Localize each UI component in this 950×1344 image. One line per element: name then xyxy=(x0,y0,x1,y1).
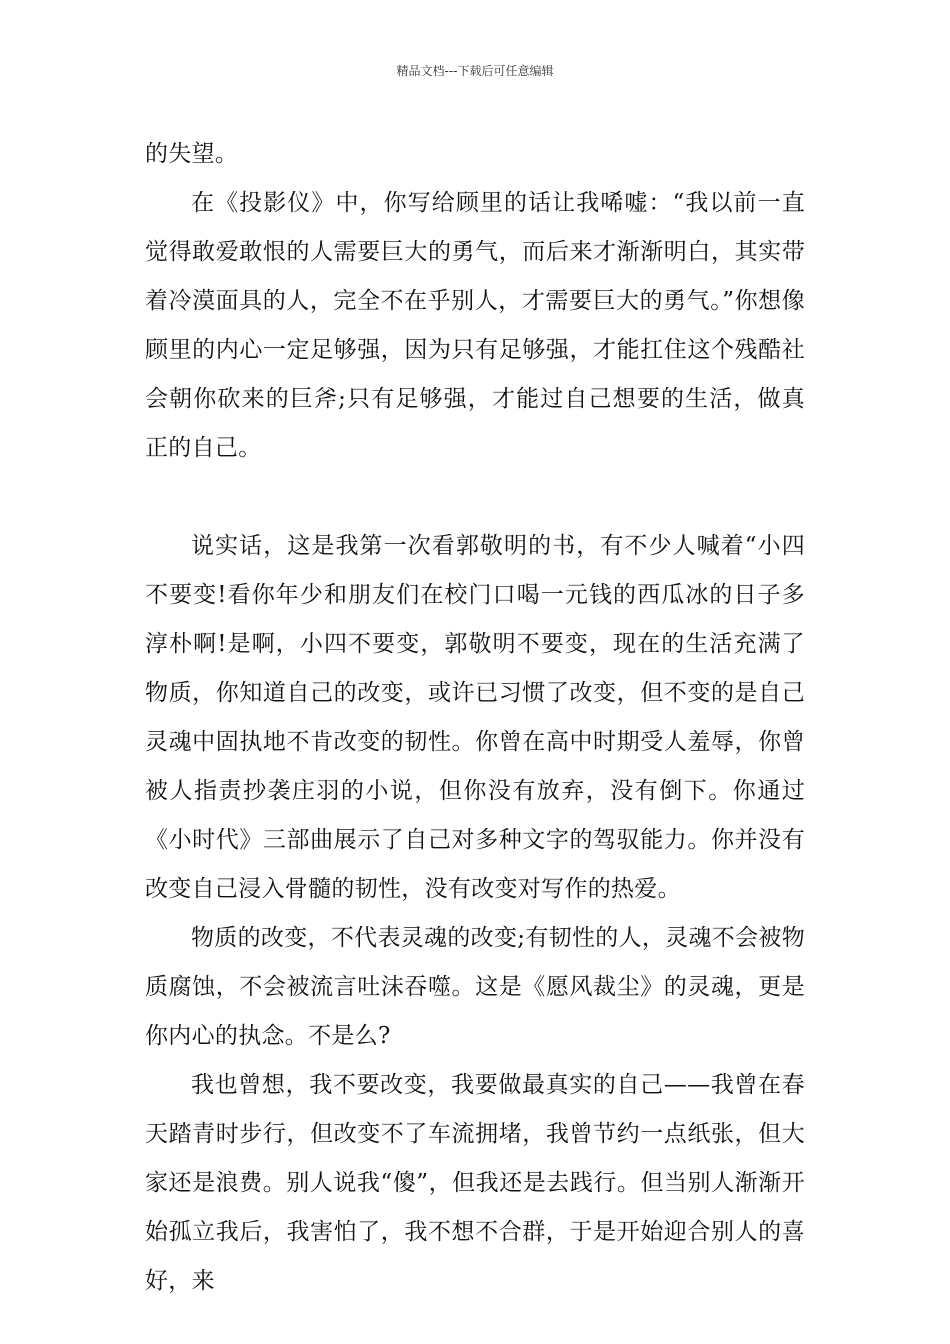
document-body xyxy=(145,130,805,1306)
paragraph-personal: 我也曾想，我不要改变，我要做最真实的自己——我曾在春天踏青时步行，但改变不了车流拥堵，我曾节约一点纸张，但大家还是浪费。别人说我“傻”，但我还是去践行。但当别人渐渐开始孤立我后，我害怕了，我不想不合群，于是开始迎合别人的喜好，来 xyxy=(145,1072,805,1294)
paragraph-projector: 在《投影仪》中，你写给顾里的话让我唏嘘：“我以前一直觉得敢爱敢恨的人需要巨大的勇气，而后来才渐渐明白，其实带着冷漠面具的人，完全不在乎别人，才需要巨大的勇气。”你想像顾里的内心一定足够强，因为只有足够强，才能扛住这个残酷社会朝你砍来的巨斧;只有足够强，才能过自己想要的生活，做真正的自己。 xyxy=(145,190,805,461)
paragraph-first-read: 说实话，这是我第一次看郭敬明的书，有不少人喊着“小四不要变!看你年少和朋友们在校门口喝一元钱的西瓜冰的日子多淳朴啊!是啊，小四不要变，郭敬明不要变，现在的生活充满了物质，你知道自己的改变，或许已习惯了改变，但不变的是自己灵魂中固执地不肯改变的韧性。你曾在高中时期受人羞辱，你曾被人指责抄袭庄羽的小说，但你没有放弃，没有倒下。你通过《小时代》三部曲展示了自己对多种文字的驾驭能力。你并没有改变自己浸入骨髓的韧性，没有改变对写作的热爱。 xyxy=(145,533,805,902)
paragraph-spacer xyxy=(145,473,805,522)
paragraph-material-change: 物质的改变，不代表灵魂的改变;有韧性的人，灵魂不会被物质腐蚀，不会被流言吐沫吞噬。这是《愿风裁尘》的灵魂，更是你内心的执念。不是么? xyxy=(145,925,805,1049)
page-header: 精品文档---下载后可任意编辑 xyxy=(396,64,554,78)
paragraph-continuation: 的失望。 xyxy=(145,141,239,167)
